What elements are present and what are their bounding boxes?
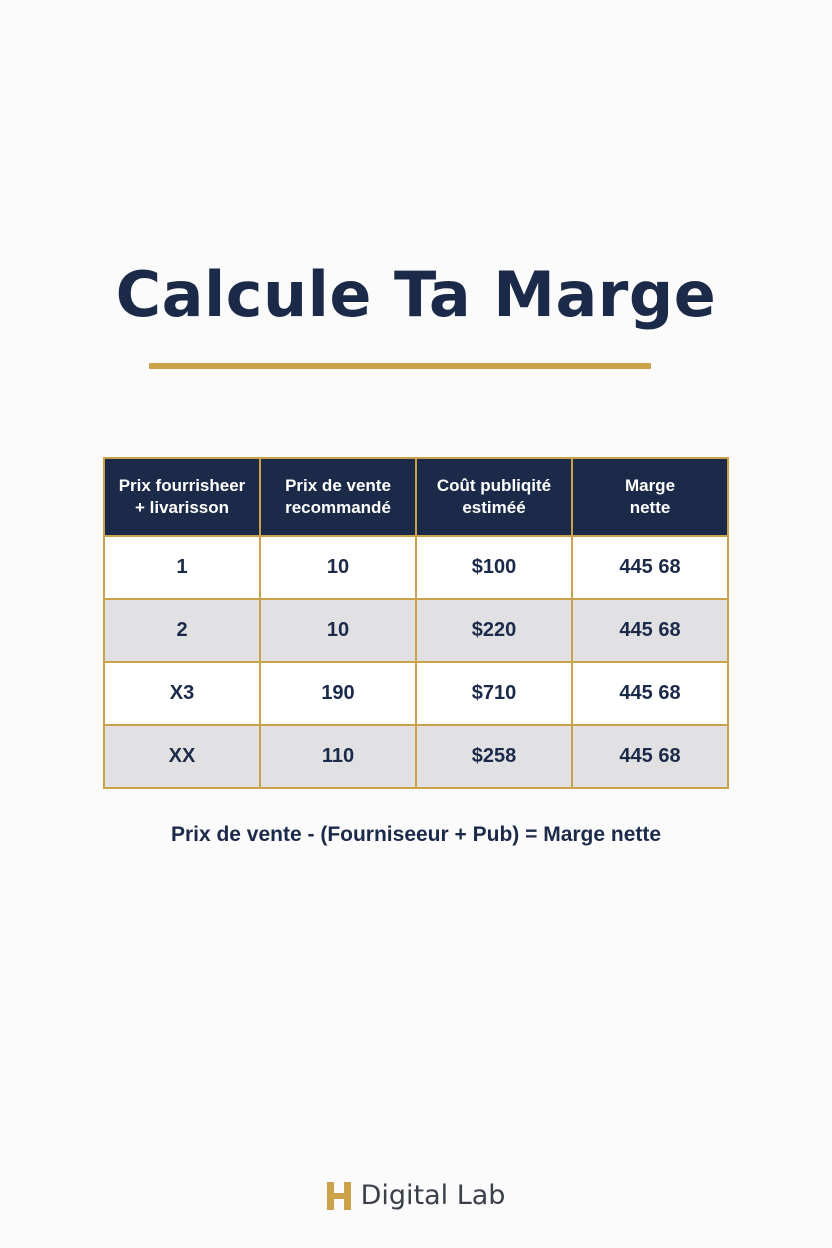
header-net-margin-line1: Marge <box>624 476 676 495</box>
table-cell: $220 <box>416 599 572 662</box>
header-ad-cost-line1: Coût publiqité <box>436 476 552 495</box>
header-sale-price <box>260 458 416 536</box>
header-supplier-price-line1: Prix fourrisheer <box>118 476 246 495</box>
table-cell: 445 68 <box>572 536 728 599</box>
table-cell: 110 <box>260 725 416 788</box>
header-net-margin-line2: nette <box>629 498 671 517</box>
footer-brand <box>0 1180 832 1211</box>
table-header-row <box>104 458 728 536</box>
header-ad-cost <box>416 458 572 536</box>
table-cell: 1 <box>104 536 260 599</box>
table-row <box>104 536 728 599</box>
header-sale-price-line1: Prix de vente <box>285 476 391 495</box>
table-row <box>104 662 728 725</box>
header-supplier-price <box>104 458 260 536</box>
table-cell: 190 <box>260 662 416 725</box>
header-supplier-price-line2: + livarisson <box>134 498 230 517</box>
table-cell: 445 68 <box>572 662 728 725</box>
table-cell: 10 <box>260 599 416 662</box>
header-ad-cost-line2: estiméé <box>462 498 526 517</box>
brand-name: Digital Lab <box>360 1180 506 1211</box>
table-row <box>104 725 728 788</box>
margin-formula: Prix de vente - (Fourniseeur + Pub) = Marge nette <box>170 823 662 846</box>
table-cell: X3 <box>104 662 260 725</box>
h-logo-icon <box>327 1182 351 1210</box>
title-underline <box>149 363 651 369</box>
header-sale-price-line2: recommandé <box>285 498 391 517</box>
table-cell: 445 68 <box>572 725 728 788</box>
table-cell: $258 <box>416 725 572 788</box>
table-cell: $100 <box>416 536 572 599</box>
table-cell: XX <box>104 725 260 788</box>
table-cell: 10 <box>260 536 416 599</box>
margin-table <box>103 457 729 789</box>
header-net-margin <box>572 458 728 536</box>
table-cell: 445 68 <box>572 599 728 662</box>
page-title: Calcule Ta Marge <box>115 258 717 331</box>
table-row <box>104 599 728 662</box>
table-cell: $710 <box>416 662 572 725</box>
table-cell: 2 <box>104 599 260 662</box>
